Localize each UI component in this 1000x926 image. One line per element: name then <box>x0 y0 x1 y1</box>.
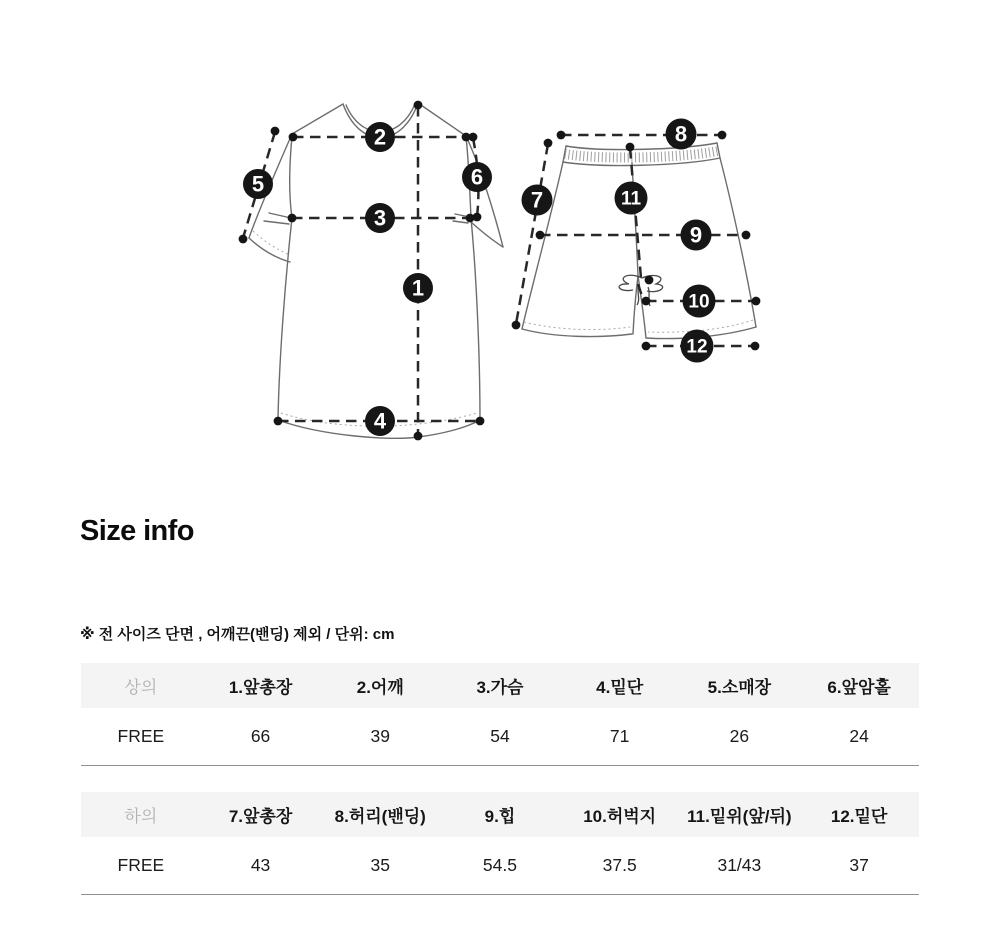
page-title: Size info <box>80 515 194 547</box>
upper-size-label: FREE <box>81 708 201 766</box>
marker-waist <box>666 119 697 150</box>
marker-label-12: 12 <box>686 336 708 358</box>
upper-table-corner-label: 상의 <box>81 663 201 708</box>
marker-label-1: 1 <box>411 275 425 301</box>
upper-value-hem: 71 <box>560 708 680 766</box>
lower-value-thigh: 37.5 <box>560 837 680 895</box>
upper-value-sleeve: 26 <box>680 708 800 766</box>
lower-col-front-length: 7.앞총장 <box>201 792 321 837</box>
marker-label-3: 3 <box>373 205 387 231</box>
lower-value-hip: 54.5 <box>440 837 560 895</box>
upper-value-front-length: 66 <box>201 708 321 766</box>
marker-label-9: 9 <box>689 222 703 248</box>
upper-col-hem: 4.밑단 <box>560 663 680 708</box>
upper-value-armhole: 24 <box>799 708 919 766</box>
upper-value-chest: 54 <box>440 708 560 766</box>
upper-col-shoulder: 2.어깨 <box>320 663 440 708</box>
marker-label-6: 6 <box>470 164 484 190</box>
lower-value-leg-opening: 37 <box>799 837 919 895</box>
lower-table-header-row <box>81 792 919 837</box>
upper-col-chest: 3.가슴 <box>440 663 560 708</box>
tshirt-outline <box>249 103 503 438</box>
upper-col-sleeve: 5.소매장 <box>680 663 800 708</box>
marker-rise <box>615 182 648 215</box>
upper-size-table <box>81 663 919 766</box>
lower-col-thigh: 10.허벅지 <box>560 792 680 837</box>
lower-value-rise: 31/43 <box>680 837 800 895</box>
upper-table-header-row <box>81 663 919 708</box>
marker-label-4: 4 <box>373 408 387 434</box>
marker-label-7: 7 <box>530 187 544 213</box>
marker-leg-opening <box>681 330 714 363</box>
marker-shoulder <box>365 122 395 152</box>
marker-sleeve-length <box>243 169 273 199</box>
lower-col-leg-opening: 12.밑단 <box>799 792 919 837</box>
upper-table-row <box>81 708 919 766</box>
marker-label-2: 2 <box>373 124 387 150</box>
upper-col-front-length: 1.앞총장 <box>201 663 321 708</box>
marker-chest <box>365 203 395 233</box>
lower-table-corner-label: 하의 <box>81 792 201 837</box>
upper-value-shoulder: 39 <box>320 708 440 766</box>
marker-front-length <box>403 273 433 303</box>
marker-hem <box>365 406 395 436</box>
lower-value-waist: 35 <box>320 837 440 895</box>
measurement-lines <box>243 106 756 435</box>
lower-col-hip: 9.힙 <box>440 792 560 837</box>
marker-label-5: 5 <box>251 171 265 197</box>
size-note: ※ 전 사이즈 단면 , 어깨끈(밴딩) 제외 / 단위: cm <box>80 626 395 643</box>
marker-label-11: 11 <box>620 188 642 210</box>
marker-front-armhole <box>462 162 492 192</box>
marker-shorts-front-length <box>522 185 553 216</box>
lower-table-row <box>81 837 919 895</box>
lower-col-rise: 11.밑위(앞/뒤) <box>680 792 800 837</box>
lower-col-waist: 8.허리(밴딩) <box>320 792 440 837</box>
marker-label-8: 8 <box>674 121 688 147</box>
marker-label-10: 10 <box>688 291 710 313</box>
lower-value-front-length: 43 <box>201 837 321 895</box>
upper-col-armhole: 6.앞암홀 <box>799 663 919 708</box>
measurement-endpoints <box>239 101 761 441</box>
marker-hip <box>681 220 712 251</box>
lower-size-table <box>81 792 919 895</box>
marker-thigh <box>683 285 716 318</box>
lower-size-label: FREE <box>81 837 201 895</box>
